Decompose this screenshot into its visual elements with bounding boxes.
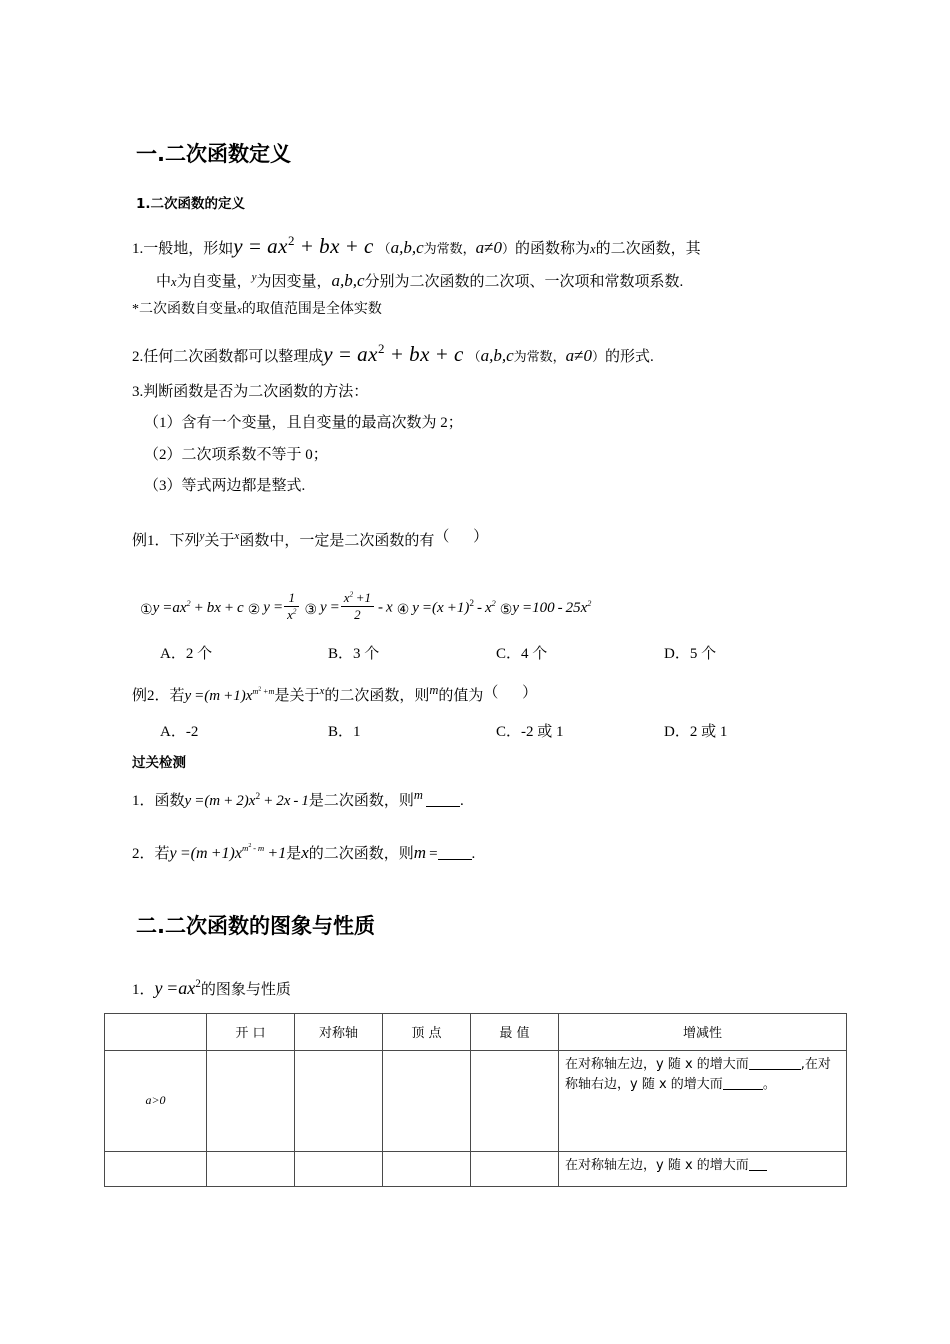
- example-1-choice-a[interactable]: A．2 个: [160, 645, 213, 662]
- definition-note: [132, 299, 846, 321]
- definition-item-2-lead: 2.任何二次函数都可以整理成: [132, 349, 324, 366]
- method-point-3: （3）等式两边都是整式.: [144, 477, 306, 494]
- fraction-x2plus1-over-2: $\frac{x^2 +1}{2}$: [341, 591, 374, 621]
- table-header-axis: 对称轴: [295, 1013, 383, 1050]
- table-header-row: [105, 1013, 847, 1050]
- monotonicity-text-d: 。: [762, 1076, 776, 1092]
- table-cell-axis-2[interactable]: [295, 1151, 383, 1186]
- line2-c: 为因变量，: [256, 274, 332, 291]
- circled-number-4: ④: [396, 601, 410, 618]
- line2-var-x: x: [171, 275, 177, 290]
- spacer: [104, 553, 846, 579]
- condition-text-1: 为常数，: [423, 240, 476, 256]
- circled-number-3: ③: [304, 601, 317, 618]
- monotonicity-2-text-a: 在对称轴左边，y 随 x 的增大而: [565, 1157, 749, 1173]
- table-header-extremum: 最 值: [471, 1013, 559, 1050]
- monotonicity-text-c: 而: [709, 1076, 723, 1092]
- table-cell-monotonicity-2: [559, 1151, 847, 1186]
- table-cell-monotonicity-1: [559, 1050, 847, 1151]
- table-cell-vertex-2[interactable]: [383, 1151, 471, 1186]
- table-cell-opening-1[interactable]: [207, 1050, 295, 1151]
- table-header-opening: 开 口: [207, 1013, 295, 1050]
- table-header-blank: [105, 1013, 207, 1050]
- spacer: [104, 214, 846, 230]
- example-2-var-x: x: [319, 684, 325, 697]
- drill-q1-blank[interactable]: [426, 792, 460, 807]
- spacer: [104, 320, 846, 330]
- table-cell-extremum-1[interactable]: [471, 1050, 559, 1151]
- method-point-1: （1）含有一个变量，且自变量的最高次数为 2；: [144, 415, 463, 432]
- condition-close-paren-1: ）: [502, 240, 516, 256]
- example-1-choice-b[interactable]: B．3 个: [328, 645, 380, 662]
- formula-standard-form-1: $y = ax^2$ + bx + c: [233, 232, 374, 258]
- condition-close-paren-2: ）: [592, 349, 606, 365]
- line2-d: 分别为二次函数的二次项、一次项和常数项系数.: [364, 274, 684, 291]
- drill-q1-lead: 函数: [154, 793, 185, 810]
- drill-q1-var-m: m: [413, 788, 423, 803]
- drill-q2-tail-a: 是: [286, 845, 302, 862]
- table-header-vertex: 顶 点: [383, 1013, 471, 1050]
- example-1-lead-b: 关于: [204, 533, 235, 550]
- example-1-lead-a: 例1．下列: [132, 533, 200, 550]
- definition-item-1-lead: 1.一般地，形如: [132, 240, 234, 257]
- table-cell-opening-2[interactable]: [207, 1151, 295, 1186]
- section-1-heading: 一.二次函数定义: [136, 142, 291, 166]
- table-cell-extremum-2[interactable]: [471, 1151, 559, 1186]
- properties-table-wrapper: [104, 1013, 846, 1173]
- condition-open-paren-2: （: [467, 349, 481, 365]
- spacer: [104, 498, 846, 514]
- formula-option-3: ③ y = $\frac{x^2 +1}{2}$ - x: [304, 590, 393, 622]
- example-2-var-m: m: [429, 682, 439, 697]
- table-header-monotonicity: 增减性: [559, 1013, 847, 1050]
- example-1-choices: [160, 642, 846, 663]
- line2-vars-abc: a,b,c: [331, 271, 365, 291]
- drill-q1-num: 1．: [132, 793, 155, 810]
- example-2-lead-a: 例2．若: [132, 687, 185, 704]
- example-1-prompt: [132, 526, 846, 553]
- formula-option-4: ④ $y =(x +1)^2 - x^2$: [397, 596, 496, 621]
- drill-heading: 过关检测: [132, 754, 186, 771]
- formula-option-5: ⑤y $=100 - 25x^2$: [500, 596, 592, 621]
- example-1-choice-c[interactable]: C．4 个: [496, 645, 548, 662]
- note-var-x: x: [237, 303, 242, 316]
- drill-q2-blank[interactable]: [438, 844, 472, 859]
- formula-option-1: ①y $=ax^2$ + bx + c: [140, 596, 244, 621]
- monotonicity-2-blank-1[interactable]: [749, 1158, 767, 1171]
- drill-q2-var-m: m: [413, 842, 427, 862]
- table-cell-vertex-1[interactable]: [383, 1050, 471, 1151]
- definition-item-2: [132, 338, 846, 371]
- monotonicity-text-b: ,在对称轴右边，y 随 x 的增大: [565, 1056, 831, 1092]
- example-1-answer-paren: （ ）: [434, 529, 499, 546]
- formula-standard-form-2: $y = ax^2$ + bx + c: [323, 341, 464, 367]
- drill-q2-formula: $y =(m +1)x^{m^2 - m} +1$: [169, 843, 287, 862]
- definition-item-2-tail: 的形式.: [605, 349, 654, 366]
- example-2-choices: [160, 720, 846, 741]
- drill-q2-var-x: x: [301, 842, 309, 862]
- monotonicity-blank-3[interactable]: [723, 1077, 763, 1090]
- section-2-item-1-num: 1．: [132, 981, 155, 998]
- monotonicity-blank-1[interactable]: [749, 1057, 775, 1070]
- method-point-2: （2）二次项系数不等于 0；: [144, 446, 328, 463]
- condition-text-2: 为常数，: [513, 349, 566, 365]
- example-2-lead-b: 是关于: [274, 687, 320, 704]
- line2-var-y: y: [251, 271, 257, 284]
- example-2-prompt: [132, 681, 846, 708]
- condition-vars-2: a,b,c: [480, 346, 514, 366]
- example-2-choice-c[interactable]: C．-2 或 1: [496, 723, 564, 740]
- example-2-choice-a[interactable]: A．-2: [160, 723, 199, 740]
- monotonicity-text-a: 在对称轴左边，y 随 x 的增大而: [565, 1056, 749, 1072]
- drill-question-1: [132, 786, 846, 813]
- example-2-answer-paren: （ ）: [483, 684, 548, 701]
- drill-q1-period: .: [459, 793, 464, 810]
- line2-a: 中: [156, 274, 172, 291]
- table-row: [105, 1151, 847, 1186]
- example-2-choice-d[interactable]: D．2 或 1: [664, 723, 728, 740]
- condition-neq-2: a≠0: [565, 346, 592, 366]
- line2-b: 为自变量，: [176, 274, 252, 291]
- drill-q2-num: 2．: [132, 845, 155, 862]
- page-content: [104, 140, 846, 1173]
- table-row: [105, 1050, 847, 1151]
- section-2-item-1-tail: 的图象与性质: [200, 981, 291, 998]
- circled-number-5: ⑤: [499, 601, 513, 618]
- example-1-var-x: x: [234, 530, 240, 543]
- definition-item-3-lead: 3.判断函数是否为二次函数的方法：: [132, 384, 369, 401]
- table-cell-condition-a-positive: a>0: [105, 1050, 207, 1151]
- condition-open-paren-1: （: [377, 240, 391, 256]
- variable-x-1: x: [590, 241, 596, 256]
- example-2-formula: $y =(m +1)x^{m^2 +m}$: [184, 685, 275, 704]
- example-2-choice-b[interactable]: B．1: [328, 723, 361, 740]
- drill-q2-equals: =: [429, 845, 438, 862]
- drill-q2-period: .: [471, 845, 476, 862]
- example-2-lead-c: 的二次函数，则: [324, 687, 430, 704]
- circled-number-1: ①: [140, 601, 153, 618]
- properties-table: [104, 1013, 847, 1187]
- example-2-lead-d: 的值为: [438, 687, 484, 704]
- monotonicity-blank-2[interactable]: [775, 1057, 801, 1070]
- section-1-subheading: 1.二次函数的定义: [136, 196, 246, 213]
- note-text-a: *二次函数自变量: [132, 301, 237, 317]
- drill-q1-formula: $y =(m + 2)x^2 + 2x - 1$: [184, 792, 309, 810]
- example-1-lead-c: 函数中，一定是二次函数的有: [239, 533, 435, 550]
- drill-q2-tail-b: 的二次函数，则: [308, 845, 414, 862]
- definition-item-1-tail1: 的函数称为: [515, 240, 591, 257]
- condition-neq-1: a≠0: [475, 237, 502, 257]
- definition-item-1-line2: [156, 268, 846, 294]
- circled-number-2: ②: [247, 601, 261, 618]
- table-cell-axis-1[interactable]: [295, 1050, 383, 1151]
- example-1-choice-d[interactable]: D．5 个: [664, 645, 717, 662]
- condition-vars-1: a,b,c: [390, 237, 424, 257]
- example-1-var-y: y: [199, 530, 205, 543]
- fraction-one-over-x-squared: $\frac{1}{x^2}$: [284, 591, 299, 621]
- table-cell-condition-2: [105, 1151, 207, 1186]
- formula-option-2: ② y = $\frac{1}{x^2}$: [248, 593, 301, 623]
- section-2-heading: 二.二次函数的图象与性质: [136, 914, 375, 939]
- drill-q1-tail-a: 是二次函数，则: [308, 793, 414, 810]
- drill-question-2: [132, 840, 846, 867]
- definition-item-1-tail2: 的二次函数，其: [595, 240, 701, 257]
- section-2-item-1-formula: $y =ax^2$: [154, 977, 201, 998]
- drill-q2-lead: 若: [154, 845, 170, 862]
- definition-item-1: [132, 230, 846, 263]
- section-2-item-1: [132, 975, 846, 1003]
- note-text-b: 的取值范围是全体实数: [241, 301, 382, 317]
- example-1-formula-list: [140, 590, 846, 623]
